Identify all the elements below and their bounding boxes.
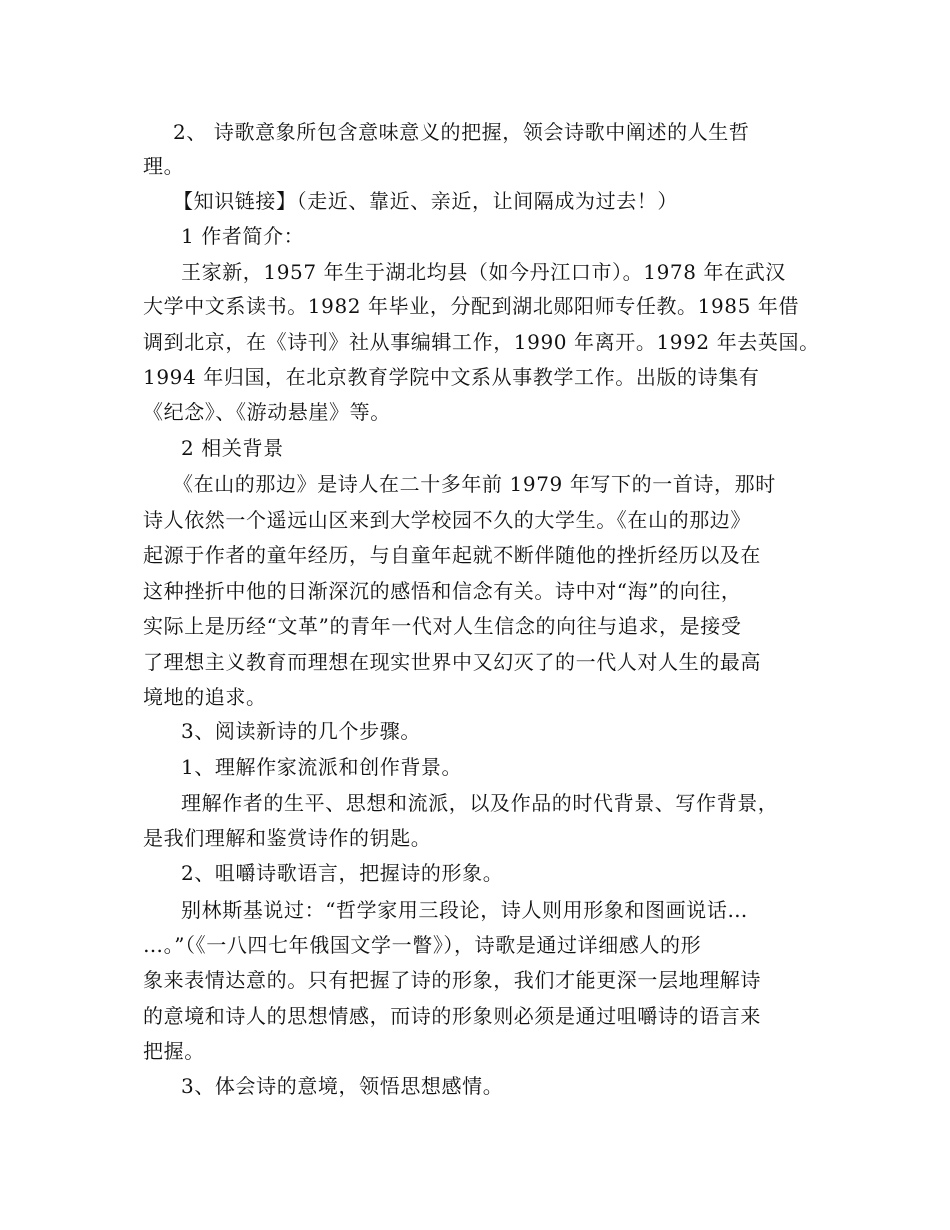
paragraph-line: 诗人依然一个遥远山区来到大学校园不久的大学生。《在山的那边》 xyxy=(143,508,751,532)
paragraph-line: 的意境和诗人的思想情感，而诗的形象则必须是通过咀嚼诗的语言来 xyxy=(143,1004,761,1028)
paragraph-line: 别林斯基说过：“哲学家用三段论，诗人则用形象和图画说话… xyxy=(181,898,749,922)
paragraph-line: 理。 xyxy=(143,154,185,178)
paragraph-line: 调到北京，在《诗刊》社从事编辑工作，1990 年离开。1992 年去英国。 xyxy=(143,330,820,354)
subsection-heading: 3、阅读新诗的几个步骤。 xyxy=(181,719,421,743)
paragraph-line: 了理想主义教育而理想在现实世界中又幻灭了的一代人对人生的最高 xyxy=(143,650,761,674)
paragraph-line: 王家新，1957 年生于湖北均县（如今丹江口市）。1978 年在武汉 xyxy=(181,260,786,284)
paragraph-line: 象来表情达意的。只有把握了诗的形象，我们才能更深一层地理解诗 xyxy=(143,968,761,992)
paragraph-line: 起源于作者的童年经历，与自童年起就不断伴随他的挫折经历以及在 xyxy=(143,543,761,567)
paragraph-line: 理解作者的生平、思想和流派，以及作品的时代背景、写作背景， xyxy=(181,791,779,815)
paragraph-line: 《纪念》、《游动悬崖》等。 xyxy=(143,400,391,424)
paragraph-line: 2、 诗歌意象所包含意味意义的把握，领会诗歌中阐述的人生哲 xyxy=(173,120,750,144)
step-heading: 1、理解作家流派和创作背景。 xyxy=(181,755,463,779)
paragraph-line: 大学中文系读书。1982 年毕业，分配到湖北郧阳师专任教。1985 年借 xyxy=(143,294,800,318)
paragraph-line: 《在山的那边》是诗人在二十多年前 1979 年写下的一首诗，那时 xyxy=(173,472,776,496)
paragraph-line: 实际上是历经“文革”的青年一代对人生信念的向往与追求，是接受 xyxy=(143,614,742,638)
paragraph-line: …。”（《一八四七年俄国文学一瞥》），诗歌是通过详细感人的形 xyxy=(143,933,702,957)
step-heading: 3、体会诗的意境，领悟思想感情。 xyxy=(181,1074,504,1098)
paragraph-line: 这种挫折中他的日渐深沉的感悟和信念有关。诗中对“海”的向往， xyxy=(143,579,742,603)
paragraph-line: 把握。 xyxy=(143,1039,205,1063)
section-heading: 【知识链接】（走近、靠近、亲近，让间隔成为过去！） xyxy=(173,189,678,213)
paragraph-line: 是我们理解和鉴赏诗作的钥匙。 xyxy=(143,826,432,850)
subsection-heading: 2 相关背景 xyxy=(181,436,284,460)
paragraph-line: 1994 年归国，在北京教育学院中文系从事教学工作。出版的诗集有 xyxy=(143,365,760,389)
paragraph-line: 境地的追求。 xyxy=(143,685,267,709)
step-heading: 2、咀嚼诗歌语言，把握诗的形象。 xyxy=(181,861,504,885)
subsection-heading: 1 作者简介： xyxy=(181,224,305,248)
